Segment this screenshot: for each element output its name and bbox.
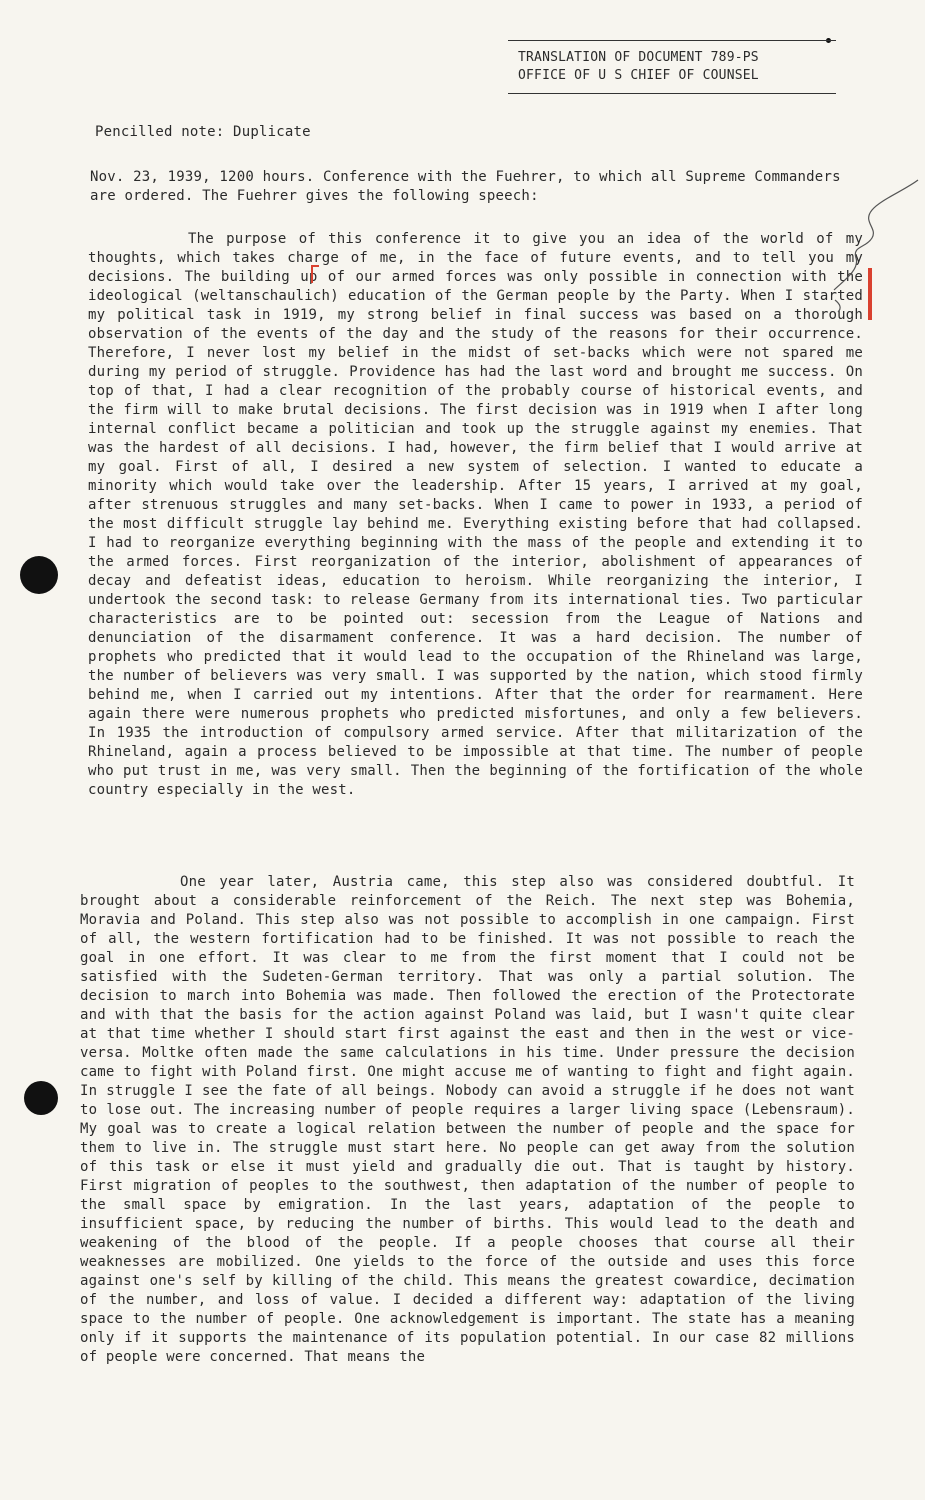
pencilled-note: Pencilled note: Duplicate	[95, 124, 311, 140]
red-pencil-margin-mark	[868, 268, 872, 320]
header-line-2: OFFICE OF U S CHIEF OF COUNSEL	[518, 68, 759, 83]
intro-paragraph: Nov. 23, 1939, 1200 hours. Conference with the Fuehrer, to which all Supreme Commanders are ordered. The Fuehrer gives the following speech:	[90, 169, 841, 204]
body-paragraph-2: One year later, Austria came, this step also was considered doubtful. It brought about a considerable reinforcement of the Reich. The next step was Bohemia, Moravia and Poland. This step also was not possible to accomplish in one campaign. First of all, the western fortification had to be finished. It was not possible to reach the goal in one effort. It was clear to me from the first moment that I could not be satisfied with the Sudeten-German territory. That was only a partial solution. The decision to march into Bohemia was made. Then followed the erection of the Protectorate and with that the basis for the action against Poland was laid, but I wasn't quite clear at that time whether I should start first against the east and then in the west or vice-versa. Moltke often made the same calculations in his time. Under pressure the decision came to fight with Poland first. One might accuse me of wanting to fight and fight again. In struggle I see the fate of all beings. Nobody can avoid a struggle if he does not want to lose out. The increasing number of people requires a larger living space (Lebensraum). My goal was to create a logical relation between the number of people and the space for them to live in. The struggle must start here. No people can get away from the solution of this task or else it must yield and gradually die out. That is taught by history. First migration of peoples to the southwest, then adaptation of the number of people to the small space by emigration. In the last years, adaptation of the people to insufficient space, by reducing the number of births. This would lead to the death and weakening of the blood of the people. If a people chooses that course all their weaknesses are mobilized. One yields to the force of the outside and uses this force against one's self by killing of the child. This means the greatest cowardice, decimation of the number, and loss of value. I decided a different way: adaptation of the living space to the number of people. One acknowledgement is important. The state has a meaning only if it supports the maintenance of its population potential. In our case 82 millions of people were concerned. That means the	[80, 874, 855, 1365]
punch-hole-icon	[20, 556, 58, 594]
body-paragraph-1: The purpose of this conference it to give you an idea of the world of my thoughts, which takes charge of me, in the face of future events, and to tell you my decisions. The building up of our armed forces was only possible in connection with the ideological (weltanschaulich) education of the German people by the Party. When I started my political task in 1919, my strong belief in final success was based on a thorough observation of the events of the day and the study of the reasons for their occurrence. Therefore, I never lost my belief in the midst of set-backs which were not spared me during my period of struggle. Providence has had the last word and brought me success. On top of that, I had a clear recognition of the probably course of historical events, and the firm will to make brutal decisions. The first decision was in 1919 when I after long internal conflict became a politician and took up the struggle against my enemies. That was the hardest of all decisions. I had, however, the firm belief that I would arrive at my goal. First of all, I desired a new system of selection. I wanted to educate a minority which would take over the leadership. After 15 years, I arrived at my goal, after strenuous struggles and many set-backs. When I came to power in 1933, a period of the most difficult struggle lay behind me. Everything existing before that had collapsed. I had to reorganize everything beginning with the mass of the people and extending it to the armed forces. First reorganization of the interior, abolishment of appearances of decay and defeatist ideas, education to heroism. While reorganizing the interior, I undertook the second task: to release Germany from its international ties. Two particular characteristics are to be pointed out: secession from the League of Nations and denunciation of the disarmament conference. It was a hard decision. The number of prophets who predicted that it would lead to the occupation of the Rhineland was large, the number of believers was very small. I was supported by the nation, which stood firmly behind me, when I carried out my intentions. After that the order for rearmament. Here again there were numerous prophets who predicted misfortunes, and only a few believers. In 1935 the introduction of compulsory armed service. After that militarization of the Rhineland, again a process believed to be impossible at that time. The number of people who put trust in me, was very small. Then the beginning of the fortification of the whole country especially in the west.	[88, 231, 863, 798]
header-line-1: TRANSLATION OF DOCUMENT 789-PS	[518, 50, 759, 65]
punch-hole-icon	[24, 1081, 58, 1115]
red-pencil-bracket-mark	[311, 265, 319, 283]
document-header	[508, 40, 836, 94]
